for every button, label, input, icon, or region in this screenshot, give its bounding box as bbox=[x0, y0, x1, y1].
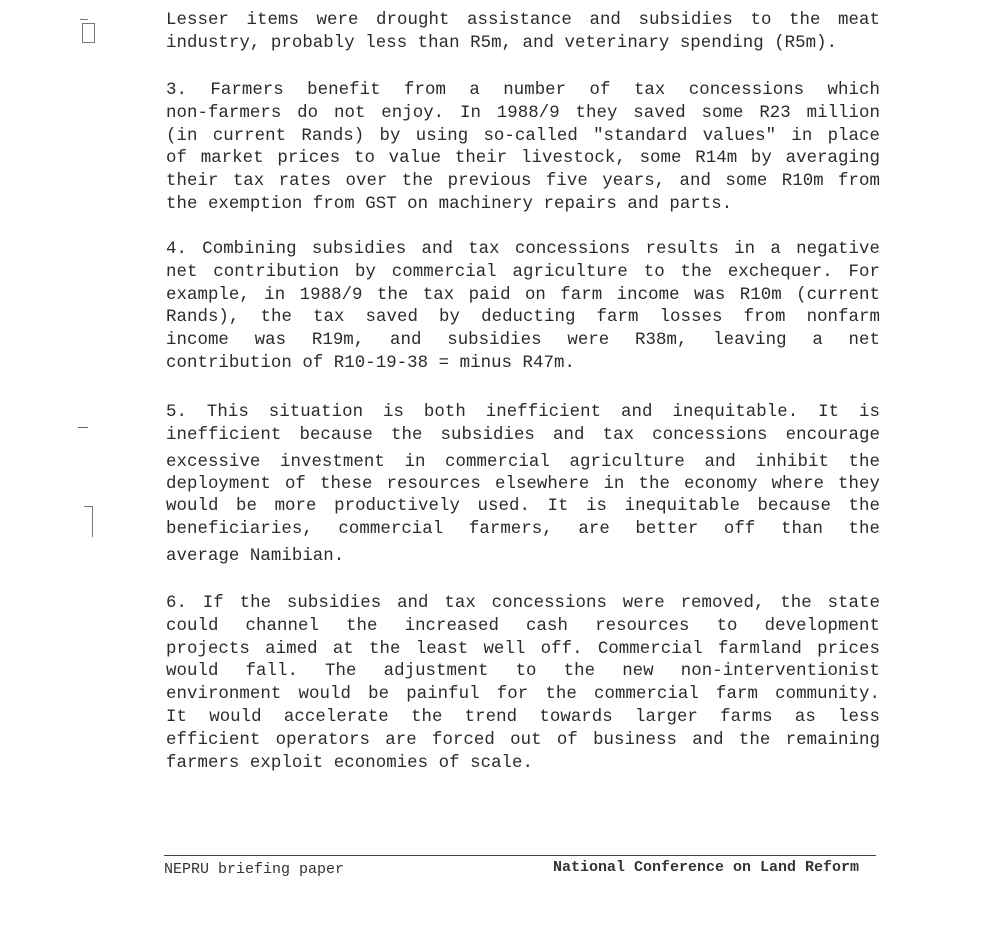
text-line: efficient operators are forced out of business and the remaining bbox=[166, 730, 880, 750]
text-line: (in current Rands) by using so-called "standard values" in place bbox=[166, 126, 880, 146]
text-line: industry, probably less than R5m, and veterinary spending (R5m). bbox=[166, 33, 838, 53]
text-line: excessive investment in commercial agriculture and inhibit the bbox=[166, 452, 880, 472]
text-line: beneficiaries, commercial farmers, are better off than the bbox=[166, 520, 880, 540]
footer-right-text: National Conference on Land Reform bbox=[553, 859, 860, 876]
text-line: contribution of R10-19-38 = minus R47m. bbox=[166, 353, 575, 373]
text-line: 5. This situation is both inefficient and inequitable. It is bbox=[166, 403, 880, 422]
paragraph-3 bbox=[166, 80, 880, 217]
margin-bracket-mark bbox=[80, 19, 88, 20]
paragraph-5 bbox=[166, 402, 880, 568]
text-line: projects aimed at the least well off. Commercial farmland prices bbox=[166, 639, 880, 659]
text-line: non-farmers do not enjoy. In 1988/9 they saved some R23 million bbox=[166, 103, 880, 123]
text-line: 6. If the subsidies and tax concessions were removed, the state bbox=[166, 594, 880, 613]
text-line: environment would be painful for the commercial farm community. bbox=[166, 685, 880, 705]
text-line: would be more productively used. It is inequitable because the bbox=[166, 497, 880, 517]
text-line: Lesser items were drought assistance and subsidies to the meat bbox=[166, 11, 880, 30]
text-line: It would accelerate the trend towards larger farms as less bbox=[166, 707, 880, 727]
text-line: could channel the increased cash resources to development bbox=[166, 616, 880, 636]
text-line: of market prices to value their livestock, some R14m by averaging bbox=[166, 149, 880, 169]
paragraph-lesser-items bbox=[166, 10, 880, 56]
paragraph-4 bbox=[166, 239, 880, 376]
text-line: farmers exploit economies of scale. bbox=[166, 753, 534, 773]
text-line: the exemption from GST on machinery repairs and parts. bbox=[166, 194, 733, 214]
text-line: example, in 1988/9 the tax paid on farm income was R10m (current bbox=[166, 285, 880, 305]
text-line: 4. Combining subsidies and tax concessions results in a negative bbox=[166, 240, 880, 259]
text-line: income was R19m, and subsidies were R38m, leaving a net bbox=[166, 331, 880, 351]
text-line: Rands), the tax saved by deducting farm losses from nonfarm bbox=[166, 308, 880, 328]
margin-dash-mark bbox=[78, 427, 88, 428]
footer-divider bbox=[164, 855, 876, 856]
paragraph-6 bbox=[166, 593, 880, 775]
text-line: 3. Farmers benefit from a number of tax concessions which bbox=[166, 81, 880, 100]
text-line: net contribution by commercial agriculture to the exchequer. For bbox=[166, 262, 880, 282]
margin-right-bracket-mark bbox=[84, 506, 93, 537]
margin-box-mark bbox=[82, 23, 95, 43]
text-line: would fall. The adjustment to the new non-interventionist bbox=[166, 662, 880, 682]
text-line: deployment of these resources elsewhere in the economy where they bbox=[166, 474, 880, 494]
text-line: inefficient because the subsidies and tax concessions encourage bbox=[166, 425, 880, 445]
footer-left-text: NEPRU briefing paper bbox=[164, 861, 345, 878]
text-line: their tax rates over the previous five years, and some R10m from bbox=[166, 172, 880, 192]
text-line: average Namibian. bbox=[166, 546, 345, 566]
